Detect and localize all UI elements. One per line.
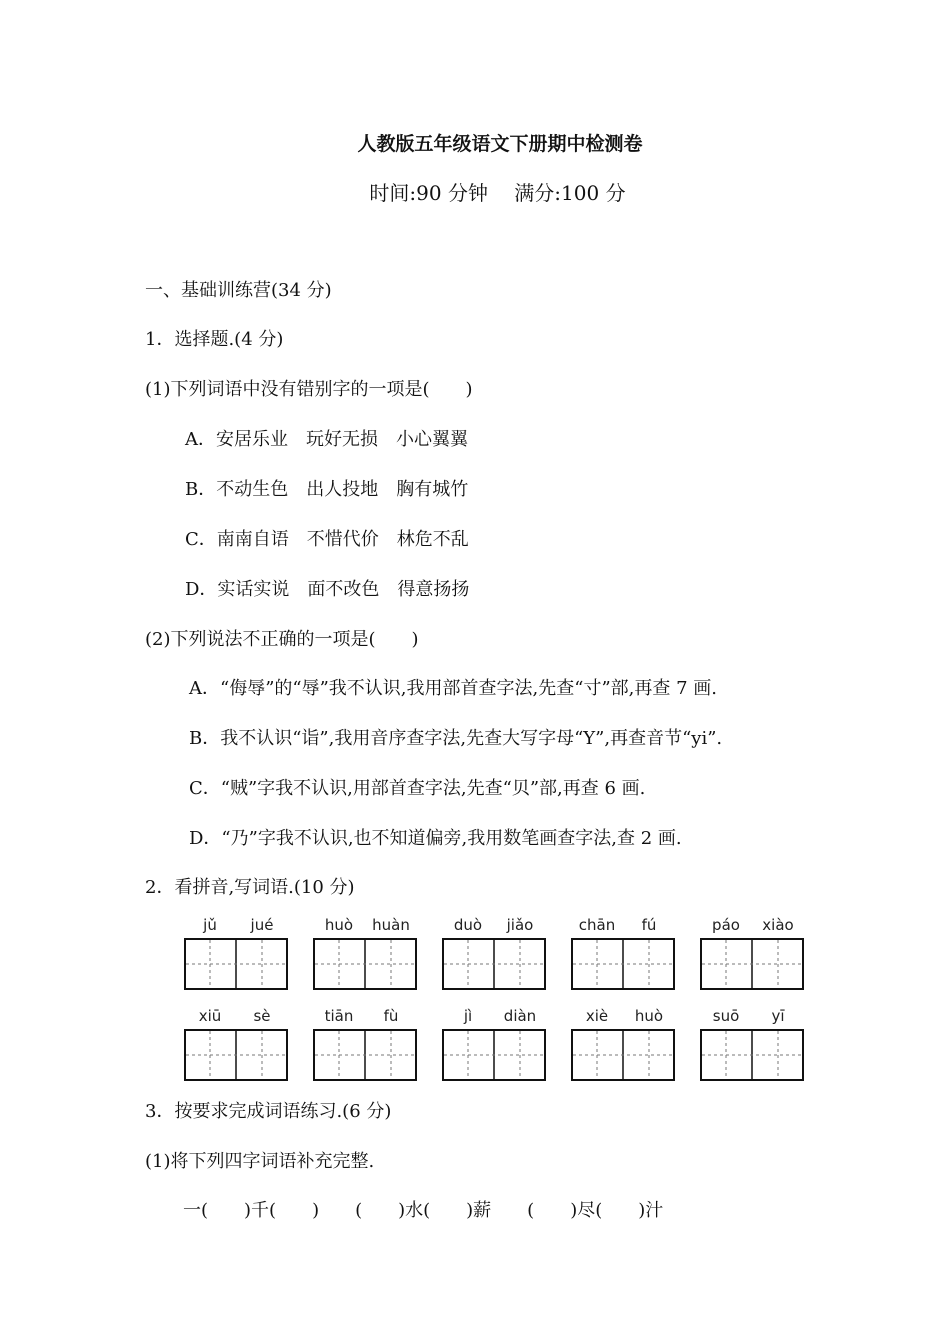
question-3-heading: 3．按要求完成词语练习.(6 分) <box>145 1101 392 1122</box>
writing-grid[interactable] <box>184 938 288 990</box>
question-3-1-items[interactable]: 一( )千( ) ( )水( )薪 ( )尽( )汁 <box>183 1200 664 1221</box>
question-1-2-option-a: A．“侮辱”的“辱”我不认识,我用部首查字法,先查“寸”部,再查 7 画. <box>189 678 717 699</box>
pinyin-syllable: sè <box>253 1007 271 1025</box>
pinyin-syllable: suō <box>712 1007 740 1025</box>
writing-grid[interactable] <box>313 938 417 990</box>
question-1-2-option-d: D．“乃”字我不认识,也不知道偏旁,我用数笔画查字法,查 2 画. <box>189 828 682 849</box>
pinyin-syllable: tiān <box>324 1007 354 1025</box>
question-1-1-option-d: D．实话实说 面不改色 得意扬扬 <box>185 579 470 600</box>
writing-grid[interactable] <box>700 1029 804 1081</box>
pinyin-syllable: huò <box>324 916 354 934</box>
page-title: 人教版五年级语文下册期中检测卷 <box>357 133 643 155</box>
question-1-2-stem: (2)下列说法不正确的一项是( ) <box>145 629 419 650</box>
exam-info: 时间:90 分钟 满分:100 分 <box>369 181 626 205</box>
pinyin-syllable: duò <box>453 916 483 934</box>
question-1-heading: 1．选择题.(4 分) <box>145 329 284 350</box>
writing-grid[interactable] <box>571 1029 675 1081</box>
pinyin-syllable: yī <box>771 1007 785 1025</box>
question-1-2-option-b: B．我不认识“诣”,我用音序查字法,先查大写字母“Y”,再查音节“yi”. <box>189 728 723 749</box>
question-2-heading: 2．看拼音,写词语.(10 分) <box>145 877 355 898</box>
pinyin-syllable: jì <box>463 1007 473 1025</box>
pinyin-syllable: xiào <box>762 916 794 934</box>
pinyin-syllable: fú <box>641 916 657 934</box>
writing-grid[interactable] <box>442 938 546 990</box>
question-1-2-option-c: C．“贼”字我不认识,用部首查字法,先查“贝”部,再查 6 画. <box>189 778 646 799</box>
pinyin-syllable: jiǎo <box>506 916 534 934</box>
question-1-1-option-b: B．不动生色 出人投地 胸有城竹 <box>185 479 469 500</box>
question-1-1-option-c: C．南南自语 不惜代价 林危不乱 <box>185 529 469 550</box>
pinyin-syllable: fù <box>383 1007 399 1025</box>
writing-grid[interactable] <box>571 938 675 990</box>
pinyin-syllable: xiū <box>198 1007 222 1025</box>
section-heading: 一、基础训练营(34 分) <box>145 280 332 301</box>
question-1-1-stem: (1)下列词语中没有错别字的一项是( ) <box>145 379 473 400</box>
writing-grid[interactable] <box>442 1029 546 1081</box>
pinyin-syllable: jué <box>250 916 274 934</box>
question-1-1-option-a: A．安居乐业 玩好无损 小心翼翼 <box>185 429 468 450</box>
pinyin-syllable: chān <box>578 916 616 934</box>
pinyin-syllable: huò <box>634 1007 664 1025</box>
question-3-1-stem: (1)将下列四字词语补充完整. <box>145 1151 375 1172</box>
pinyin-syllable: diàn <box>503 1007 537 1025</box>
writing-grid[interactable] <box>184 1029 288 1081</box>
pinyin-syllable: xiè <box>585 1007 609 1025</box>
pinyin-syllable: huàn <box>372 916 410 934</box>
writing-grid[interactable] <box>700 938 804 990</box>
pinyin-syllable: páo <box>712 916 740 934</box>
writing-grid[interactable] <box>313 1029 417 1081</box>
pinyin-syllable: jǔ <box>203 916 217 934</box>
